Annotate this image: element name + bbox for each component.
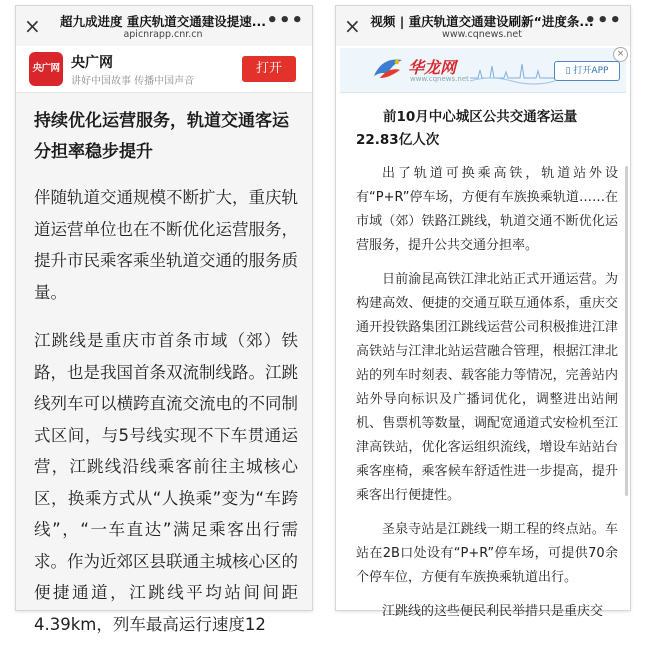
page-title: 视频 | 重庆轨道交通建设刷新“进度条...	[370, 14, 594, 29]
page-url: www.cqnews.net	[442, 29, 522, 40]
page-url: apicnrapp.cnr.cn	[123, 29, 203, 40]
article-heading: 前10月中心城区公共交通客运量22.83亿人次	[356, 109, 578, 148]
left-screen	[16, 6, 312, 634]
article-body	[34, 106, 298, 657]
more-icon[interactable]: •••	[584, 10, 622, 31]
article-paragraph: 圣泉寺站是江跳线一期工程的终点站。车站在2B口处设有“P+R”停车场，可提供70余个停车位，方便有车族换乘轨道出行。	[356, 522, 618, 585]
close-icon[interactable]: ×	[344, 14, 361, 38]
article-paragraph: 日前渝昆高铁江津北站正式开通运营。为构建高效、便捷的交通互联互通体系，重庆交通开投铁路集团江跳线运营公司积极推进江津高铁站与江津北站运营融合管理，根据江津北站的列车时刻表、载客能力等情况，完善站内站外导向标识及广播词优化，调整进出站闸机、售票机等数量，调配宽通道式安检机至江津高铁站，优化客运组织流线，增设车站站台乘客座椅，乘客候车舒适性进一步提高，提升乘客出行便捷性。	[356, 272, 618, 503]
app-logo: 央广网	[29, 52, 63, 86]
banner-close-icon[interactable]: ×	[613, 47, 628, 62]
skyline-decoration-icon	[470, 60, 555, 84]
open-app-button[interactable]: 打开	[242, 56, 296, 82]
right-screen	[336, 6, 630, 619]
browser-topbar	[16, 6, 312, 46]
more-icon[interactable]: •••	[266, 10, 304, 31]
app-banner	[340, 48, 626, 93]
hualong-url: www.cqnews.net	[410, 75, 469, 83]
scrollbar[interactable]	[625, 166, 628, 496]
open-app-label: 打开APP	[573, 66, 609, 76]
open-app-button[interactable]	[554, 61, 620, 81]
hualong-name: 华龙网	[408, 58, 457, 77]
close-icon[interactable]: ×	[24, 14, 41, 38]
hualong-logo-icon	[370, 52, 406, 88]
article-paragraph: 伴随轨道交通规模不断扩大，重庆轨道运营单位也在不断优化运营服务，提升市民乘客乘坐轨道交通的服务质量。	[34, 188, 298, 302]
phone-icon: ▯	[565, 66, 574, 76]
article-paragraph: 出了轨道可换乘高铁，轨道站外设有“P+R”停车场，方便有车族换乘轨道……在市域（郊）铁路江跳线，轨道交通不断优化运营服务，提升公共交通分担率。	[356, 166, 618, 253]
app-slogan: 讲好中国故事 传播中国声音	[71, 76, 195, 87]
app-name: 央广网	[71, 55, 113, 71]
browser-topbar	[336, 6, 630, 46]
article-heading: 持续优化运营服务，轨道交通客运分担率稳步提升	[34, 111, 289, 162]
article-body	[356, 106, 618, 634]
article-paragraph: 江跳线是重庆市首条市域（郊）铁路，也是我国首条双流制线路。江跳线列车可以横跨直流交流电的不同制式区间，与5号线实现不下车贯通运营，江跳线沿线乘客前往主城核心区，换乘方式从“人换乘”变为“车跨线”，“一车直达”满足乘客出行需求。作为近郊区县联通主城核心区的便捷通道，江跳线平均站间间距4.39km，列车最高运行速度12	[34, 331, 298, 634]
app-banner	[16, 46, 312, 93]
article-paragraph: 江跳线的这些便民利民举措只是重庆交	[382, 604, 604, 619]
page-title: 超九成进度 重庆轨道交通建设提速...	[59, 14, 267, 29]
